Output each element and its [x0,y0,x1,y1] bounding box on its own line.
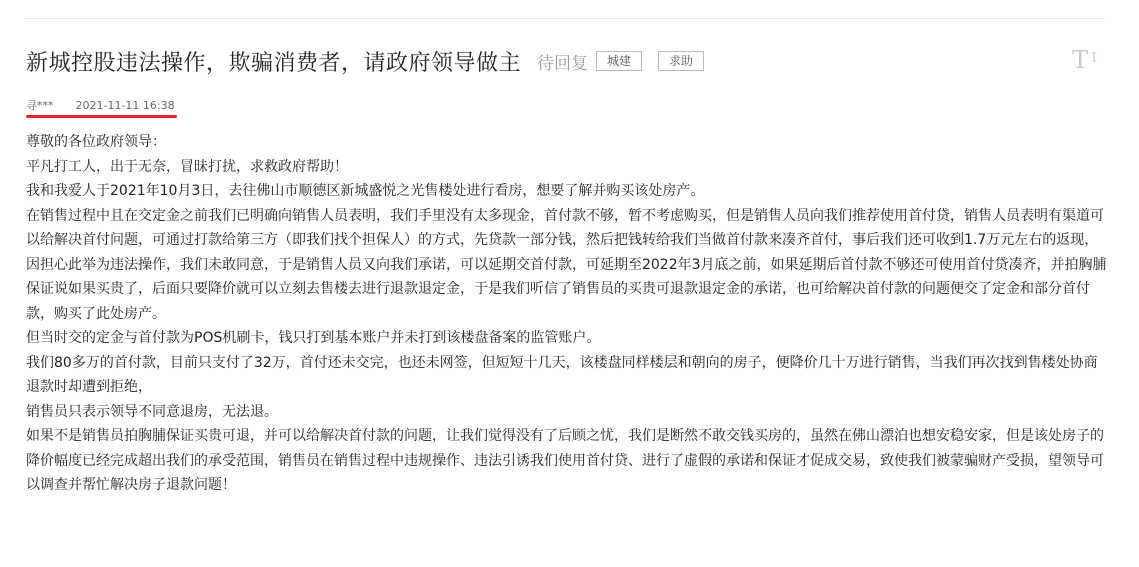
page-title: 新城控股违法操作，欺骗消费者，请政府领导做主 [26,50,522,76]
paragraph: 销售员只表示领导不同意退房，无法退。 [26,403,278,420]
font-toggle-letter: T [1072,46,1088,74]
post-header [26,44,1099,78]
tag-city-construction[interactable]: 城建 [596,51,642,71]
top-divider [24,18,1105,19]
status-badge: 待回复 [537,53,589,74]
post-date: 2021-11-11 16:38 [75,98,175,112]
paragraph: 在销售过程中且在交定金之前我们已明确向销售人员表明，我们手里没有太多现金，首付款不够，暂不考虑购买，但是销售人员向我们推荐使用首付贷，销售人员表明有渠道可以给解决首付问题，可通过打款给第三方（即我们找个担保人）的方式，先贷款一部分钱，然后把钱转给我们当做首付款来凑齐首付，事后我们还可收到1.7万元左右的返现，因担心此举为违法操作，我们未敢同意，于是销售人员又向我们承诺，可以延期交首付款，可延期至2022年3月底之前，如果延期后首付款不够还可使用首付贷凑齐，并拍胸脯保证说如果买贵了，后面只要降价就可以立刻去售楼去进行退款退定金，于是我们听信了销售员的买贵可退款退定金的承诺，也可给解决首付款的问题便交了定金和部分首付款，购买了此处房产。 [26,207,1107,322]
post-meta [26,97,175,113]
paragraph: 我们80多万的首付款，目前只支付了32万，首付还未交完，也还未网签，但短短十几天，该楼盘同样楼层和朝向的房子，便降价几十万进行销售，当我们再次找到售楼处协商退款时却遭到拒绝， [26,354,1098,395]
paragraph: 但当时交的定金与首付款为POS机刷卡，钱只打到基本账户并未打到该楼盘备案的监管账户。 [26,330,601,346]
author-name: 寻*** [26,99,54,112]
paragraph: 我和我爱人于2021年10月3日，去往佛山市顺德区新城盛悦之光售楼处进行看房，想要了解并购买该处房产。 [26,183,705,199]
tag-help[interactable]: 求助 [658,51,704,71]
paragraph: 尊敬的各位政府领导： [26,134,166,150]
paragraph: 平凡打工人，出于无奈，冒昧打扰，求救政府帮助！ [26,158,348,175]
font-size-toggle-icon[interactable] [1072,46,1099,74]
paragraph: 如果不是销售员拍胸脯保证买贵可退，并可以给解决首付款的问题，让我们觉得没有了后顾之忧，我们是断然不敢交钱买房的，虽然在佛山漂泊也想安稳安家，但是该处房子的降价幅度已经完成超出我们的承受范围，销售员在销售过程中违规操作、违法引诱我们使用首付贷、进行了虚假的承诺和保证才促成交易，致使我们被蒙骗财产受损，望领导可以调查并帮忙解决房子退款问题！ [26,428,1104,493]
font-toggle-arrows: ↕ [1088,50,1099,66]
date-underline-mark [26,115,177,118]
post-content [26,130,1111,498]
